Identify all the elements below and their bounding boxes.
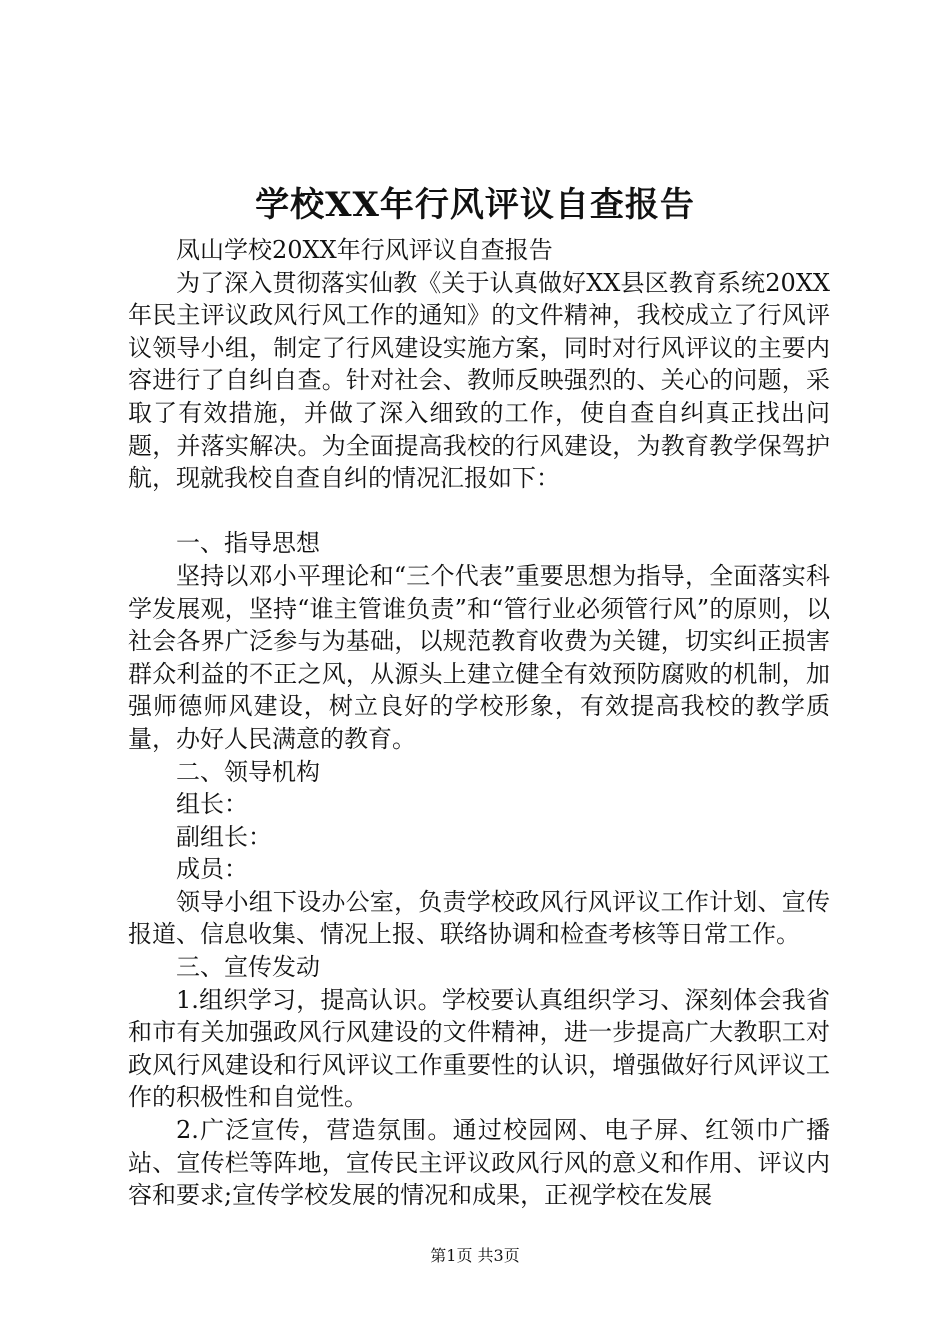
section-heading-guiding-thought: 一、指导思想 xyxy=(176,529,320,558)
section-heading-leadership: 二、领导机构 xyxy=(176,757,320,786)
publicity-item-1: 1.组织学习，提高认识。学校要认真组织学习、深刻体会我省和市有关加强政风行风建设的文件精神，进一步提高广大教职工对政风行风建设和行风评议工作重要性的认识，增强做好行风评议工作的积极性和自觉性。 xyxy=(128,985,830,1112)
document-title: 学校XX年行风评议自查报告 xyxy=(255,185,695,225)
members-line: 成员： xyxy=(176,855,248,884)
section-heading-publicity: 三、宣传发动 xyxy=(176,953,320,982)
office-paragraph: 领导小组下设办公室，负责学校政风行风评议工作计划、宣传报道、信息收集、情况上报、联络协调和检查考核等日常工作。 xyxy=(128,887,830,949)
intro-paragraph: 为了深入贯彻落实仙教《关于认真做好XX县区教育系统20XX年民主评议政风行风工作的通知》的文件精神，我校成立了行风评议领导小组，制定了行风建设实施方案，同时对行风评议的主要内容进行了自纠自查。针对社会、教师反映强烈的、关心的问题，采取了有效措施，并做了深入细致的工作，使自查自纠真正找出问题，并落实解决。为全面提高我校的行风建设，为教育教学保驾护航，现就我校自查自纠的情况汇报如下： xyxy=(128,268,830,493)
publicity-item-2: 2.广泛宣传，营造氛围。通过校园网、电子屏、红领巾广播站、宣传栏等阵地，宣传民主评议政风行风的意义和作用、评议内容和要求;宣传学校发展的情况和成果，正视学校在发展 xyxy=(128,1116,830,1210)
document-body xyxy=(128,234,830,1212)
page-number-footer: 第1页 共3页 xyxy=(430,1246,520,1265)
leader-line: 组长： xyxy=(176,790,248,819)
deputy-leader-line: 副组长： xyxy=(176,822,272,851)
subtitle-paragraph: 凤山学校20XX年行风评议自查报告 xyxy=(176,236,553,264)
guiding-thought-paragraph: 坚持以邓小平理论和“三个代表”重要思想为指导，全面落实科学发展观，坚持“谁主管谁负责”和“管行业必须管行风”的原则，以社会各界广泛参与为基础，以规范教育收费为关键，切实纠正损害群众利益的不正之风，从源头上建立健全有效预防腐败的机制，加强师德师风建设，树立良好的学校形象，有效提高我校的教学质量，办好人民满意的教育。 xyxy=(128,561,830,753)
paragraph-spacer xyxy=(128,495,830,528)
